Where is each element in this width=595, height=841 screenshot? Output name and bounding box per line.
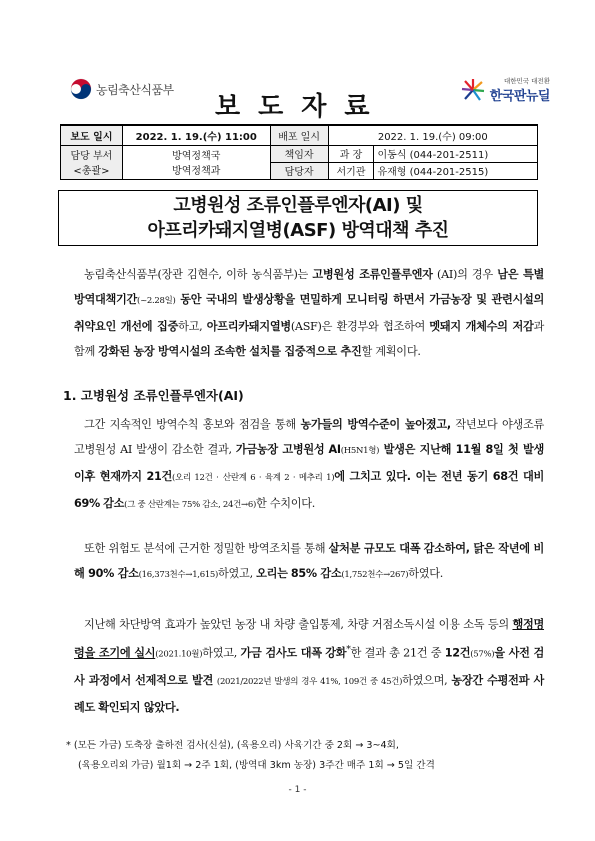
release-time-value: 2022. 1. 19.(수) 11:00 [122,125,270,145]
dept-label-line1: 담당 부서 [70,151,113,162]
intro-paragraph: 농림축산식품부(장관 김현수, 이하 농식품부)는 고병원성 조류인플루엔자 (AI)의 경우 남은 특별방역대책기간(~2.28일) 동안 국내의 발생상황을 면밀하게 모니터링 하면서 가금농장 및 관련시설의 취약요인 개선에 집중하고, 아프리카돼지열병(ASF)은 환경부와 협조하여 멧돼지 개체수의 저감과 함께 강화된 농장 방역시설의 조속한 설치를 집중적으로 추진할 계획이다. [74,268,545,358]
headline-box [58,190,538,246]
newdeal-subtitle: 대한민국 대전환 [503,77,550,85]
dept-value [122,145,270,179]
responsible-name: 이동식 (044-201-2511) [374,145,538,162]
release-info-table [60,124,538,180]
staff-role: 서기관 [328,162,374,179]
press-header [60,68,550,128]
ai-paragraph-2: 또한 위험도 분석에 근거한 정밀한 방역조치를 통해 살처분 규모도 대폭 감소하여, 닭은 작년에 비해 90% 감소(16,373천수→1,615)하였고, 오리는 85% 감소(1,752천수→267)하였다. [74,542,544,580]
responsible-label: 책임자 [270,145,328,162]
taegeuk-emblem-icon [70,78,92,100]
footnote-line1: * (모든 가금) 도축장 출하전 검사(신설), (육용오리) 사육기간 중 2회 → 3~4회, [66,740,399,751]
footnote-line2: (육용오리외 가금) 월1회 → 2주 1회, (방역대 3km 농장) 3주간 매주 1회 → 5일 간격 [78,760,435,771]
ai-paragraph-1: 그간 지속적인 방역수칙 홍보와 점검을 통해 농가들의 방역수준이 높아졌고, 작년보다 야생조류 고병원성 AI 발생이 감소한 결과, 가금농장 고병원성 AI(H5N1형) 발생은 지난해 11월 8일 첫 발생 이후 현재까지 21건(오리 12건 · 산란계 6 · 육계 2 · 메추리 1)에 그치고 있다. 이는 전년 동기 68건 대비 69% 감소(그 중 산란계는 75% 감소, 24건→6)한 수치이다. [74,418,544,510]
footnote [62,736,542,776]
dept-label [61,145,123,179]
ministry-name: 농림축산식품부 [96,82,174,97]
section-heading-ai: 1. 고병원성 조류인플루엔자(AI) [63,388,244,403]
distribute-time-value: 2022. 1. 19.(수) 09:00 [328,125,537,145]
page-number: - 1 - [288,785,307,795]
ministry-logo [70,78,174,100]
staff-name: 유재형 (044-201-2515) [374,162,538,179]
distribute-time-label: 배포 일시 [270,125,328,145]
staff-label: 담당자 [270,162,328,179]
headline-line1: 고병원성 조류인플루엔자(AI) 및 [173,195,423,216]
newdeal-logo [460,76,550,104]
press-release-title: 보도자료 [215,92,388,122]
headline-line2: 아프리카돼지열병(ASF) 방역대책 추진 [147,220,449,241]
ai-paragraph-3: 지난해 차단방역 효과가 높았던 농장 내 차량 출입통제, 차량 거점소독시설 이용 소독 등의 행정명령을 조기에 실시(2021.10월)하였고, 가금 검사도 대폭 강화*한 결과 총 21건 중 12건(57%)을 사전 검사 과정에서 선제적으로 발견 (2021/2022년 발생의 경우 41%, 109건 중 45건)하였으며, 농장간 수평전파 사례도 확인되지 않았다. [74,618,545,714]
dept-value-line1: 방역정책국 [172,151,221,162]
dept-value-line2: 방역정책과 [172,166,221,177]
responsible-role: 과 장 [328,145,374,162]
dept-label-line2: <총괄> [73,166,110,177]
newdeal-name: 한국판뉴딜 [489,89,550,104]
release-time-label: 보도 일시 [61,125,123,145]
newdeal-burst-icon [460,77,486,103]
